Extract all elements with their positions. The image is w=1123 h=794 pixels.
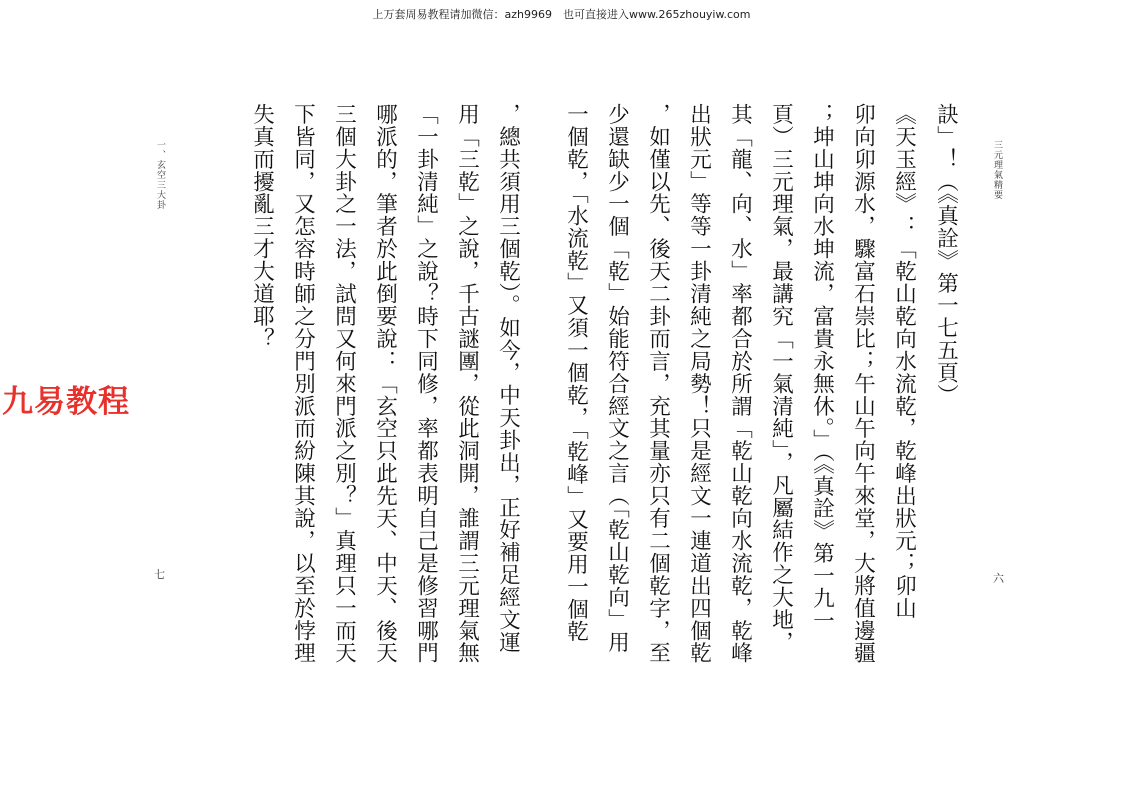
right-text-column-6: 其「龍、向、水」率都合於所謂「乾山乾向水流乾，乾峰: [727, 103, 753, 665]
right-text-column-2: 《天玉經》：「乾山乾向水流乾，乾峰出狀元；卯山: [891, 103, 917, 620]
left-text-column-7: 失真而擾亂三才大道耶？: [249, 103, 275, 350]
right-text-column-3: 卯向卯源水，驟富石崇比；午山午向午來堂，大將值邊疆: [850, 103, 876, 665]
right-text-column-1: 訣」！（《真詮》第一七五頁）: [933, 103, 959, 407]
left-text-column-6: 下皆同，又怎容時師之分門別派而紛陳其說，以至於悖理: [290, 103, 316, 665]
top-banner: 上万套周易教程请加微信：azh9969 也可直接进入www.265zhouyiw.com: [372, 8, 751, 21]
left-text-column-2: 用「三乾」之說，千古謎團，從此洞開，誰謂三元理氣無: [454, 103, 480, 665]
right-text-column-8: ，如僅以先、後天二卦而言，充其量亦只有二個乾字，至: [645, 103, 671, 665]
right-text-column-10: 一個乾，「水流乾」又須一個乾，「乾峰」又要用一個乾: [563, 103, 589, 643]
right-text-column-7: 出狀元」等等一卦清純之局勢！只是經文一連道出四個乾: [686, 103, 712, 665]
right-text-column-9: 少還缺少一個「乾」始能符合經文之言（「乾山乾向」用: [604, 103, 630, 654]
right-text-column-5: 頁）三元理氣，最講究「一氣清純」，凡屬結作之大地，: [768, 103, 794, 654]
left-text-column-3: 「一卦清純」之說？時下同修，率都表明自己是修習哪門: [413, 103, 439, 665]
right-page-number: 六: [993, 572, 1004, 585]
right-text-column-4: ；坤山坤向水坤流，富貴永無休。」（《真詮》第一九一: [809, 103, 835, 632]
left-text-column-4: 哪派的，筆者於此倒要說：「玄空只此先天、中天、後天: [372, 103, 398, 665]
left-running-header: 一、玄空三大卦: [155, 140, 165, 210]
left-text-column-5: 三個大卦之一法，試問又何來門派之別？」真理只一而天: [331, 103, 357, 665]
left-text-column-1: ，總共須用三個乾）。如今，中天卦出，正好補足經文運: [495, 103, 521, 654]
right-running-header: 三元理氣精要: [992, 140, 1002, 200]
jiuyi-logo-watermark: 九易教程: [2, 384, 130, 420]
left-page-number: 七: [154, 568, 165, 581]
